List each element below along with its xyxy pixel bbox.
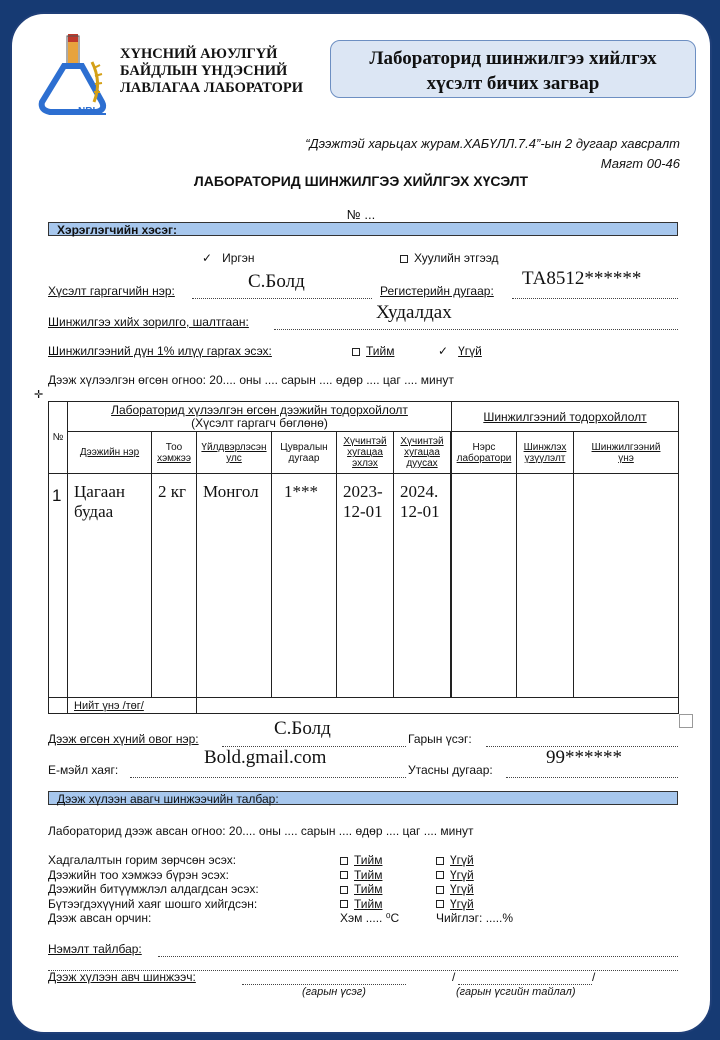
document-page — [10, 12, 712, 1034]
purpose-line[interactable] — [274, 328, 678, 330]
checkbox-icon — [436, 871, 444, 879]
no-label: Үгүй — [450, 882, 474, 896]
extra-note-label: Нэмэлт тайлбар: — [48, 942, 142, 956]
question-storage: Хадгалалтын горим зөрчсөн эсэх: — [48, 853, 237, 867]
lab-logo — [34, 32, 114, 124]
row-start-l1: 2023- — [343, 482, 383, 501]
applicant-name-line[interactable] — [192, 297, 372, 299]
row-lab[interactable] — [452, 474, 517, 698]
row-name-l2: будаа — [74, 502, 114, 521]
register-line[interactable] — [512, 297, 678, 299]
no-label: Үгүй — [450, 853, 474, 867]
row-indicator[interactable] — [517, 474, 574, 698]
yes-label: Тийм — [354, 896, 383, 911]
received-date-line: Лабораторид дээж авсан огноо: 20.... оны .... сарын .... өдөр .... цаг .... минут — [48, 824, 474, 838]
q3-yes-option[interactable] — [340, 882, 399, 897]
q2-yes-option[interactable] — [340, 868, 399, 883]
q2-no-option[interactable] — [436, 868, 513, 883]
col-lab-l1: Нэрс — [472, 441, 496, 453]
slash-right: / — [592, 970, 596, 984]
col-country-l1: Үйлдвэрлэсэн — [201, 441, 267, 453]
group1-line-2: (Хүсэлт гаргагч бөглөнө) — [191, 415, 328, 430]
table-row — [49, 474, 679, 698]
slash-left: / — [452, 970, 456, 984]
org-line-2: БАЙДЛЫН ҮНДЭСНИЙ — [120, 63, 288, 79]
q4-no-option[interactable] — [436, 897, 513, 912]
row-batch[interactable]: 1*** — [272, 474, 337, 698]
register-label: Регистерийн дугаар: — [380, 284, 494, 298]
template-title-box — [330, 40, 696, 98]
sample-table — [48, 401, 679, 714]
table-resize-handle[interactable] — [679, 714, 693, 728]
checked-icon: ✓ — [438, 344, 449, 358]
sample-group-header — [68, 402, 452, 432]
analysis-group-header: Шинжилгээний тодорхойлолт — [452, 402, 679, 432]
col-indicator — [517, 432, 574, 474]
row-name-l1: Цагаан — [74, 482, 125, 501]
email-value: Bold.gmail.com — [204, 747, 327, 768]
group1-line-1: Лабораторид хүлээлгэн өгсөн дээжийн тодорхойлолт — [111, 402, 408, 417]
phone-line[interactable] — [506, 776, 678, 778]
col-price-l2: үнэ — [618, 452, 634, 464]
col-lab-l2: лаборатори — [456, 452, 512, 464]
phone-label: Утасны дугаар: — [408, 763, 493, 777]
email-label: Е-мэйл хаяг: — [48, 763, 119, 777]
col-end-l3: дуусах — [406, 458, 438, 469]
total-no-cell — [49, 698, 68, 714]
col-indicator-l2: үзүүлэлт — [524, 452, 566, 464]
col-sample-name: Дээжийн нэр — [68, 432, 152, 474]
col-indicator-l1: Шинжлэх — [523, 441, 567, 453]
email-line[interactable] — [130, 776, 406, 778]
col-batch-l2: дугаар — [288, 452, 320, 464]
col-start-l2: хугацаа — [347, 447, 383, 458]
col-country — [197, 432, 272, 474]
receiver-label: Дээж хүлээн авч шинжээч: — [48, 970, 196, 984]
col-batch-l1: Цувралын — [280, 441, 328, 453]
no-column — [436, 853, 513, 926]
applicant-name-value: С.Болд — [248, 271, 305, 292]
question-quantity: Дээжийн тоо хэмжээ бүрэн эсэх: — [48, 867, 230, 882]
q1-no-option[interactable] — [436, 853, 513, 868]
question-label: Бүтээгдэхүүний хаяг шошго хийгдсэн: — [48, 896, 258, 911]
total-row — [49, 698, 679, 714]
table-move-handle-icon[interactable]: ✛ — [34, 389, 44, 401]
submitter-name-value: С.Болд — [274, 718, 331, 739]
no-label: Үгүй — [450, 896, 474, 911]
col-valid-start — [337, 432, 394, 474]
yes-label: Тийм — [354, 853, 383, 867]
col-quantity-l2: хэмжээ — [157, 452, 191, 464]
col-no-header: № — [49, 402, 68, 474]
col-quantity-l1: Тоо — [165, 441, 183, 453]
question-seal: Дээжийн битүүмжлэл алдагдсан эсэх: — [48, 882, 259, 896]
checkbox-icon — [340, 871, 348, 879]
applicant-name-label: Хүсэлт гаргагчийн нэр: — [48, 284, 175, 298]
yes-label: Тийм — [354, 867, 383, 882]
row-sample-name[interactable] — [68, 474, 152, 698]
checkbox-icon — [400, 255, 408, 263]
col-country-l2: улс — [226, 452, 242, 464]
question-environment: Дээж авсан орчин: — [48, 911, 152, 925]
amount-yes-option[interactable] — [352, 344, 394, 358]
checkbox-icon — [340, 857, 348, 865]
register-value: ТА8512****** — [522, 268, 642, 289]
row-number[interactable]: 1 — [49, 474, 68, 698]
receiver-name-line[interactable] — [458, 983, 592, 985]
humidity-field[interactable]: Чийглэг: .....% — [436, 911, 514, 925]
checked-icon: ✓ — [202, 251, 213, 265]
no-label: Үгүй — [450, 867, 474, 882]
receiver-questions — [48, 853, 259, 926]
checkbox-icon — [352, 348, 360, 356]
purpose-value: Худалдах — [376, 302, 452, 323]
citizen-label: Иргэн — [222, 251, 255, 265]
row-price[interactable] — [574, 474, 679, 698]
row-end-l1: 2024. — [400, 482, 439, 501]
row-start-l2: 12-01 — [343, 502, 383, 521]
entity-option[interactable] — [400, 251, 499, 265]
name-decode-caption: (гарын үсгийн тайлал) — [456, 986, 576, 998]
receiver-signature-line[interactable] — [242, 983, 406, 985]
total-value[interactable] — [197, 698, 679, 714]
col-end-l2: хугацаа — [404, 447, 440, 458]
org-line-3: ЛАВЛАГАА ЛАБОРАТОРИ — [120, 80, 304, 96]
logo-text: NRL — [78, 106, 99, 117]
col-start-l1: Хүчинтэй — [343, 436, 387, 447]
col-batch — [272, 432, 337, 474]
form-title: ЛАБОРАТОРИД ШИНЖИЛГЭЭ ХИЙЛГЭХ ХҮСЭЛТ — [193, 173, 529, 189]
q1-yes-option[interactable] — [340, 853, 399, 868]
row-valid-start[interactable] — [337, 474, 394, 698]
yes-column — [340, 853, 399, 926]
total-label: Нийт үнэ /төг/ — [68, 698, 197, 714]
col-price-l1: Шинжилгээний — [591, 441, 661, 453]
col-end-l1: Хүчинтэй — [400, 436, 444, 447]
temperature-field[interactable]: Хэм ..... ⁰С — [340, 911, 400, 925]
yes-label: Тийм — [366, 344, 395, 358]
receiver-section-header: Дээж хүлээн авагч шинжээчийн талбар: — [48, 791, 678, 805]
annex-reference: “Дээжтэй харьцах журам.ХАБҮЛЛ.7.4”-ын 2 дугаар хавсралт — [305, 136, 680, 151]
purpose-label: Шинжилгээ хийх зорилго, шалтгаан: — [48, 315, 249, 329]
checkbox-icon — [436, 900, 444, 908]
col-valid-end — [394, 432, 451, 474]
row-end-l2: 12-01 — [400, 502, 440, 521]
phone-value: 99****** — [546, 747, 622, 768]
checkbox-icon — [340, 900, 348, 908]
yes-label: Тийм — [354, 882, 383, 896]
entity-label: Хуулийн этгээд — [414, 251, 499, 265]
no-label: Үгүй — [458, 344, 482, 358]
signature-label: Гарын үсэг: — [408, 732, 472, 746]
amount-label: Шинжилгээний дүн 1% илүү гаргах эсэх: — [48, 344, 272, 358]
title-line-1: Лабораторид шинжилгээ хийлгэх — [369, 48, 657, 69]
handover-date-line: Дээж хүлээлгэн өгсөн огноо: 20.... оны .... сарын .... өдөр .... цаг .... минут — [48, 373, 454, 387]
checkbox-icon — [436, 886, 444, 894]
row-country[interactable]: Монгол — [197, 474, 272, 698]
checkbox-icon — [340, 886, 348, 894]
col-lab — [452, 432, 517, 474]
col-quantity — [152, 432, 197, 474]
submitter-name-label: Дээж өгсөн хүний овог нэр: — [48, 732, 199, 746]
row-quantity[interactable]: 2 кг — [152, 474, 197, 698]
organization-name — [120, 46, 303, 97]
form-number: № ... — [346, 207, 376, 222]
org-line-1: ХҮНСНИЙ АЮУЛГҮЙ — [120, 46, 278, 62]
extra-note-line-1[interactable] — [158, 955, 678, 957]
col-price — [574, 432, 679, 474]
q3-no-option[interactable] — [436, 882, 513, 897]
checkbox-icon — [436, 857, 444, 865]
amount-no-option[interactable] — [438, 344, 482, 358]
title-line-2: хүсэлт бичих загвар — [426, 73, 600, 94]
col-start-l3: эхлэх — [352, 458, 378, 469]
signature-caption: (гарын үсэг) — [302, 986, 366, 998]
citizen-option[interactable] — [202, 251, 255, 265]
q4-yes-option[interactable] — [340, 897, 399, 912]
customer-section-header: Хэрэглэгчийн хэсэг: — [48, 222, 678, 236]
row-valid-end[interactable] — [394, 474, 451, 698]
form-id: Маягт 00-46 — [600, 156, 680, 171]
